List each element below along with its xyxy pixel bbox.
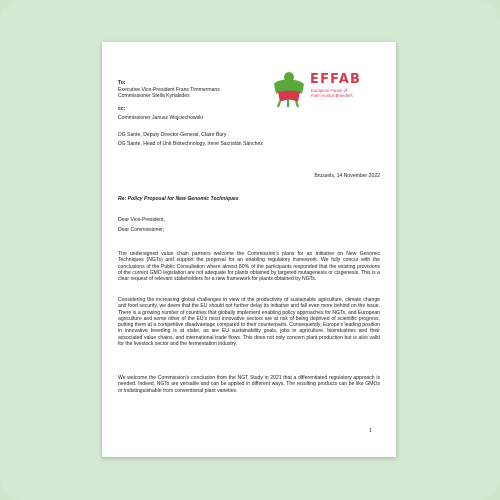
letter-date: Brussels, 14 November 2022 [314, 173, 380, 179]
to-recipient-2: Commissioner Stella Kyriakides [118, 93, 190, 99]
paragraph-2: Considering the increasing global challenges in view of the productivity of sustainable agriculture, climate change and food security, we deem that the EU should not further delay its initiative and fall even more behind on the issue. There is a growing number of countries that globally implement enabling policy approaches for NGTs, and European agriculture and some other of the EU’s most innovative sectors are at risk of being deprived of scientific progress, putting them at a competitive disadvantage compared to their counterparts. Consequently, Europe’s leading position in innovative breeding is at stake, as are EU sustainability goals, jobs in agriculture, bioindustries and their associated value chains, and international trade flows. This does not only concern plant production but is also valid for the livestock sector and the fermentation industry. [118, 297, 380, 348]
logo-subtitle-1: European Forum of [311, 88, 348, 93]
salutation-vice-president: Dear Vice-President, [118, 217, 165, 223]
cc-recipient-3: DG Sante, Head of Unit Biotechnology, Irene Sacristán Sánchez [118, 141, 263, 147]
cc-recipient-1: Commissioner Janusz Wojciechowski [118, 115, 203, 121]
effab-animal-icon [268, 68, 310, 108]
document-page [102, 42, 396, 457]
salutation-commissioner: Dear Commissioner, [118, 227, 165, 233]
page-number: 1 [369, 428, 372, 434]
effab-logo [268, 68, 386, 108]
to-label: To: [118, 80, 126, 86]
to-recipient-1: Executive Vice-President Frans Timmermans [118, 87, 220, 93]
logo-wordmark: EFFAB [310, 72, 362, 87]
logo-subtitle-2: Farm Animal Breeders [311, 93, 353, 98]
letter-subject: Re: Policy Proposal for New Genomic Techniques [118, 196, 239, 202]
paragraph-1: The undersigned value chain partners welcome the Commission’s plans for an Initiative on New Genomic Techniques (NGTs) and support the proposal for an enabling regulatory framework. We fully concur with the conclusions of the Public Consultation where almost 80% of the participants responded that the existing provisions of the current GMO legislation are not adequate for plants obtained by targeted mutagenesis or cisgenesis. This is a clear request of relevant stakeholders for a new framework for plants obtained by NGTs. [118, 251, 380, 283]
cc-recipient-2: DG Sante, Deputy Director-General, Claire Bury [118, 132, 227, 138]
paragraph-3: We welcome the Commission’s conclusion from the NGT Study in 2021 that a differentiated regulatory approach is needed. Indeed, NGTs are versatile and can be applied in different ways. The resulting products can be like GMOs or indistinguishable from conventional plant varieties. [118, 375, 380, 394]
cc-label: cc: [118, 106, 126, 112]
